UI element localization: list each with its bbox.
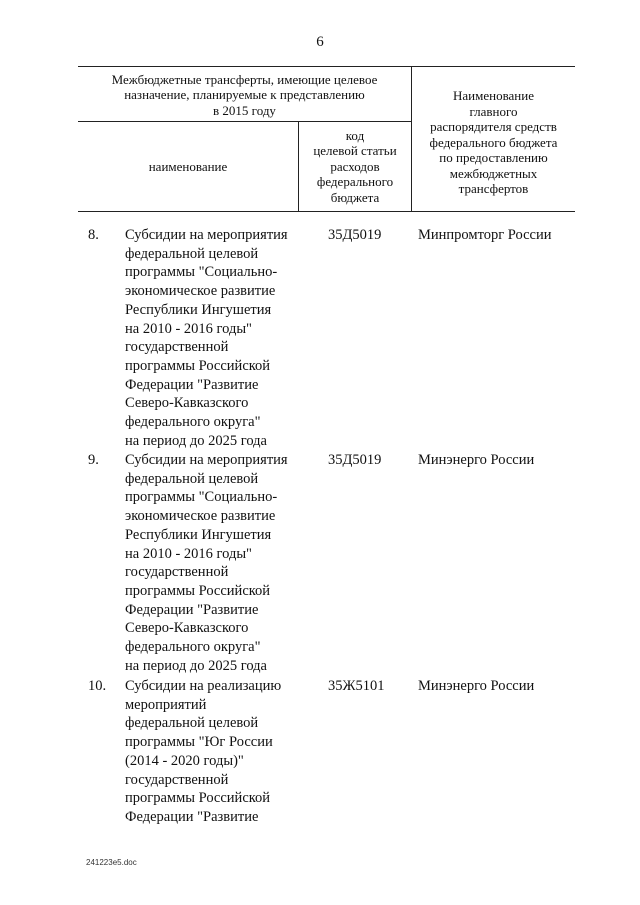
- row-number: 8.: [88, 227, 99, 243]
- row-name-line: федеральной целевой: [125, 715, 259, 732]
- row-code: 35Ж5101: [328, 678, 385, 694]
- row-name-line: программы "Социально-: [125, 489, 278, 506]
- header-group-title-line: назначение, планируемые к представлению: [124, 87, 365, 103]
- row-name-line: экономическое развитие: [125, 508, 276, 525]
- row-name-line: мероприятий: [125, 696, 207, 713]
- row-name-line: Субсидии на мероприятия: [125, 452, 288, 468]
- header-col-admin-line: распорядителя средств: [430, 119, 557, 135]
- header-col-code-line: федерального: [316, 174, 394, 190]
- row-name-line: федеральной целевой: [125, 245, 259, 262]
- row-name-line: федеральной целевой: [125, 470, 259, 487]
- row-name-line: Федерации "Развитие: [125, 376, 259, 393]
- header-top-border: [78, 66, 575, 67]
- row-name-line: Республики Ингушетия: [125, 526, 272, 543]
- row-name-line: Северо-Кавказского: [125, 395, 249, 412]
- header-col-admin-line: по предоставлению: [439, 150, 548, 166]
- row-name-line: федерального округа": [125, 414, 261, 431]
- row-name-line: на период до 2025 года: [125, 432, 267, 449]
- row-number: 10.: [88, 678, 107, 694]
- header-group-title-line: в 2015 году: [213, 102, 276, 118]
- row-name-line: Республики Ингушетия: [125, 301, 272, 318]
- row-name-line: программы Российской: [125, 582, 271, 599]
- header-col-code-line: код: [345, 127, 365, 143]
- header-group-title-line: Межбюджетные трансферты, имеющие целевое: [111, 71, 378, 87]
- header-col-code: [299, 122, 411, 211]
- header-group-title: [78, 70, 411, 120]
- row-name-line: программы "Юг России: [125, 734, 273, 751]
- row-name: [125, 451, 310, 675]
- row-name-line: государственной: [125, 564, 229, 581]
- row-name-line: программы Российской: [125, 357, 271, 374]
- row-ministry: Минэнерго России: [418, 452, 535, 468]
- header-col-code-line: бюджета: [330, 189, 380, 205]
- header-col-admin: [412, 74, 575, 211]
- page-number: 6: [316, 34, 324, 50]
- row-name: [125, 226, 310, 450]
- row-ministry: Минэнерго России: [418, 678, 535, 694]
- row-name-line: (2014 - 2020 годы)": [125, 752, 244, 769]
- header-col-code-line: целевой статьи: [313, 143, 397, 159]
- header-bottom-border: [78, 211, 575, 212]
- row-name-line: на 2010 - 2016 годы": [125, 320, 252, 337]
- document-filename: 241223e5.doc: [86, 858, 137, 867]
- row-ministry: Минпромторг России: [418, 227, 552, 243]
- header-col-code-line: расходов: [330, 158, 380, 174]
- row-name-line: программы Российской: [125, 790, 271, 807]
- row-name-line: федерального округа": [125, 639, 261, 656]
- header-col-admin-line: межбюджетных: [449, 165, 538, 181]
- row-name-line: Федерации "Развитие: [125, 601, 259, 618]
- header-col-name-label: наименование: [148, 158, 228, 174]
- table-header: [78, 66, 575, 212]
- header-col-admin-line: Наименование: [453, 88, 534, 104]
- row-name-line: на период до 2025 года: [125, 657, 267, 674]
- row-name-line: Субсидии на реализацию: [125, 678, 282, 694]
- row-name-line: Федерации "Развитие: [125, 808, 259, 825]
- header-col-name: [78, 122, 298, 211]
- row-code: 35Д5019: [328, 227, 382, 243]
- row-name-line: на 2010 - 2016 годы": [125, 545, 252, 562]
- row-name-line: экономическое развитие: [125, 283, 276, 300]
- row-code: 35Д5019: [328, 452, 382, 468]
- row-name-line: программы "Социально-: [125, 264, 278, 281]
- row-name-line: государственной: [125, 771, 229, 788]
- row-name-line: Северо-Кавказского: [125, 620, 249, 637]
- header-col-admin-line: трансфертов: [458, 181, 529, 197]
- row-name-line: Субсидии на мероприятия: [125, 227, 288, 243]
- header-col-admin-line: главного: [469, 103, 518, 119]
- row-number: 9.: [88, 452, 99, 468]
- row-name: [125, 677, 310, 827]
- row-name-line: государственной: [125, 339, 229, 356]
- header-col-admin-line: федерального бюджета: [429, 134, 558, 150]
